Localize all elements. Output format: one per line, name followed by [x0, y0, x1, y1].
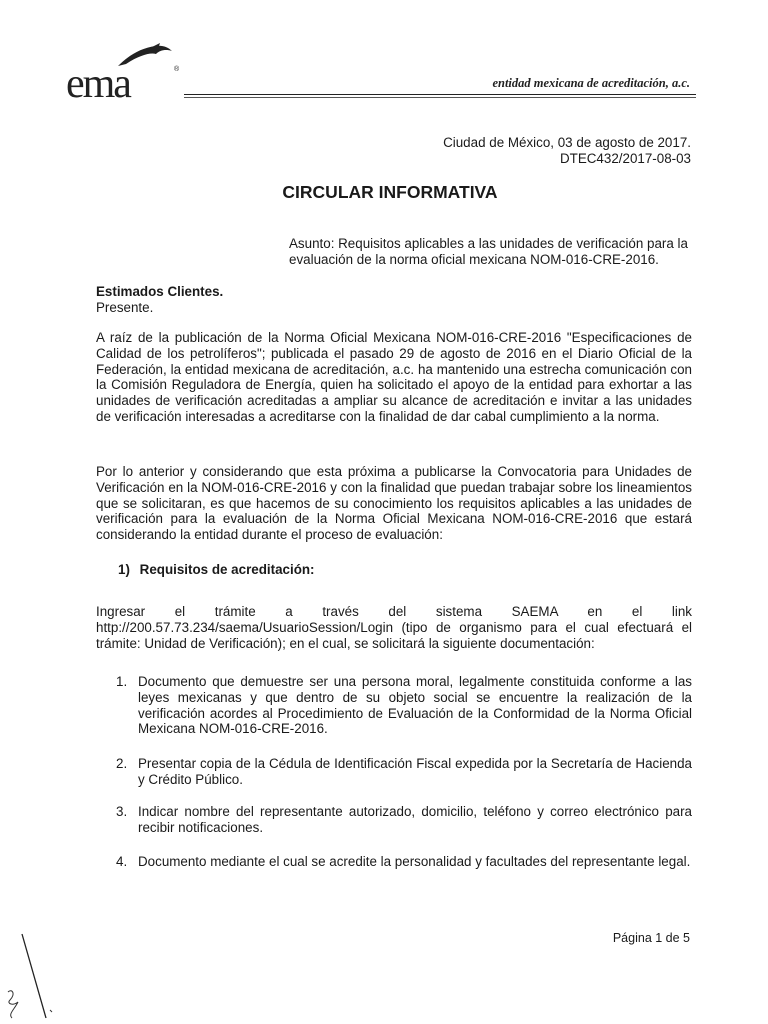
- header-rule: [184, 94, 696, 95]
- section-heading: [118, 562, 315, 577]
- page-number: Página 1 de 5: [612, 931, 690, 945]
- organization-name: entidad mexicana de acreditación, a.c.: [492, 76, 690, 90]
- logo-text: ema: [66, 61, 130, 107]
- date-block: [443, 135, 691, 167]
- list-item: [116, 854, 692, 870]
- list-item-number: 3.: [116, 804, 128, 819]
- document-title: CIRCULAR INFORMATIVA: [282, 182, 498, 202]
- list-item-text: Documento mediante el cual se acredite la personalidad y facultades del representante legal.: [138, 854, 691, 869]
- subject-line: Asunto: Requisitos aplicables a las unidades de verificación para la evaluación de la norma oficial mexicana NOM-016-CRE-2016.: [289, 236, 688, 267]
- list-item-number: 2.: [116, 756, 128, 771]
- list-item: [116, 674, 692, 737]
- list-item-text: Presentar copia de la Cédula de Identificación Fiscal expedida por la Secretaría de Hacienda y Crédito Público.: [138, 756, 692, 787]
- list-item: [116, 756, 692, 788]
- list-item-text: Indicar nombre del representante autorizado, domicilio, teléfono y correo electrónico para recibir notificaciones.: [138, 804, 692, 835]
- place-date: Ciudad de México, 03 de agosto de 2017.: [443, 135, 691, 150]
- header-rule-thin: [184, 97, 696, 98]
- margin-initials: [0, 930, 60, 1024]
- list-item-number: 4.: [116, 854, 128, 869]
- list-item-text: Documento que demuestre ser una persona moral, legalmente constituida conforme a las leyes mexicanas y que dentro de su objeto social se encuentre la realización de la verificación acordes al Procedimiento de Evaluación de la Conformidad de la Norma Oficial Mexicana NOM-016-CRE-2016.: [138, 674, 692, 737]
- present-line: Presente.: [96, 300, 154, 315]
- paragraph-intro: A raíz de la publicación de la Norma Oficial Mexicana NOM-016-CRE-2016 "Especificaciones de Calidad de los petrolíferos"; publicada el pasado 29 de agosto de 2016 en el Diario Oficial de la Federación, la entidad mexicana de acreditación, a.c. ha mantenido una estrecha comunicación con la Comisión Reguladora de Energía, quien ha solicitado el apoyo de la entidad para exhortar a las unidades de verificación acreditadas a ampliar su alcance de acreditación e invitar a las unidades de verificación interesadas a acreditarse con la finalidad de dar cabal cumplimiento a la norma.: [96, 330, 692, 424]
- ema-logo: [66, 42, 180, 107]
- section-number: 1): [118, 562, 130, 577]
- paragraph-context: Por lo anterior y considerando que esta próxima a publicarse la Convocatoria para Unidades de Verificación en la NOM-016-CRE-2016 y con la finalidad que puedan trabajar sobre los lineamientos que se solicitaran, es que hacemos de su conocimiento los requisitos aplicables a las unidades de verificación para la evaluación de la Norma Oficial Mexicana NOM-016-CRE-2016 que estará considerando la entidad durante el proceso de evaluación:: [96, 464, 692, 543]
- salutation: Estimados Clientes.: [96, 284, 224, 299]
- section-title: Requisitos de acreditación:: [139, 562, 315, 577]
- greeting: [96, 284, 223, 316]
- registered-mark: ®: [174, 66, 180, 73]
- list-item-number: 1.: [116, 674, 128, 689]
- paragraph-instructions: Ingresar el trámite a través del sistema SAEMA en el link http://200.57.73.234/saema/UsuarioSession/Login (tipo de organismo para el cual efectuará el trámite: Unidad de Verificación); en el cual, se solicitará la siguiente documentación:: [96, 604, 692, 651]
- reference-number: DTEC432/2017-08-03: [559, 151, 691, 166]
- list-item: [116, 804, 692, 836]
